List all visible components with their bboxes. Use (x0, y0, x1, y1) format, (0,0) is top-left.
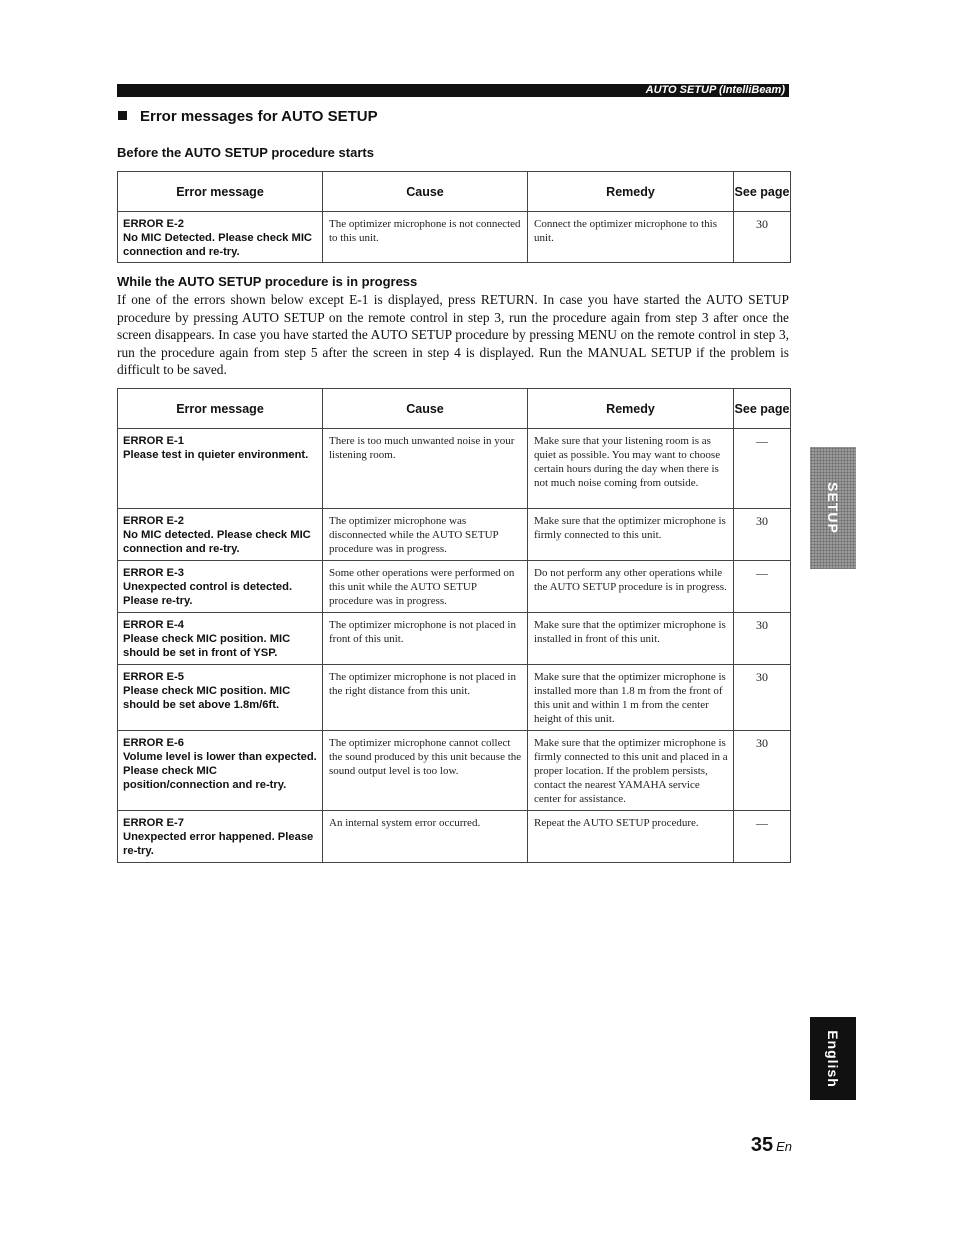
side-tab-english (810, 1017, 856, 1100)
during-error-table (117, 388, 791, 863)
error-text: Unexpected control is detected. Please re-try. (123, 581, 293, 607)
col-header-remedy: Remedy (528, 389, 734, 429)
cause-cell: The optimizer microphone is not placed in the right distance from this unit. (323, 665, 528, 731)
page-cell: — (734, 561, 791, 613)
cause-cell: The optimizer microphone was disconnected while the AUTO SETUP procedure was in progress. (323, 509, 528, 561)
page-cell: 30 (734, 613, 791, 665)
remedy-cell: Make sure that the optimizer microphone is installed more than 1.8 m from the front of this unit and within 1 m from the center height of this unit. (528, 665, 734, 731)
cause-cell: The optimizer microphone is not placed in front of this unit. (323, 613, 528, 665)
before-heading: Before the AUTO SETUP procedure starts (117, 145, 374, 160)
page-cell: 30 (734, 665, 791, 731)
error-text: Please check MIC position. MIC should be set in front of YSP. (123, 633, 291, 659)
error-code: ERROR E-1 (123, 435, 184, 447)
remedy-cell: Do not perform any other operations while the AUTO SETUP procedure is in progress. (528, 561, 734, 613)
table-row (118, 212, 791, 263)
error-text: Please test in quieter environment. (123, 449, 309, 461)
error-message-cell (118, 509, 323, 561)
error-message-cell (118, 811, 323, 863)
col-header-page: See page (734, 172, 791, 212)
side-tab-setup-label: SETUP (825, 482, 841, 534)
cause-cell: The optimizer microphone is not connected to this unit. (323, 212, 528, 263)
before-error-table (117, 171, 791, 263)
col-header-remedy: Remedy (528, 172, 734, 212)
table-row (118, 811, 791, 863)
col-header-message: Error message (118, 389, 323, 429)
error-code: ERROR E-6 (123, 737, 184, 749)
error-code: ERROR E-4 (123, 619, 184, 631)
table-header-row (118, 172, 791, 212)
error-message-cell (118, 561, 323, 613)
remedy-cell: Connect the optimizer microphone to this unit. (528, 212, 734, 263)
page-number-value: 35 (750, 1134, 774, 1156)
header-title: AUTO SETUP (IntelliBeam) (645, 84, 785, 96)
table-row (118, 665, 791, 731)
error-text: No MIC Detected. Please check MIC connection and re-try. (123, 232, 313, 258)
table-row (118, 429, 791, 509)
cause-cell: There is too much unwanted noise in your listening room. (323, 429, 528, 509)
error-text: Volume level is lower than expected. Please check MIC position/connection and re-try. (123, 751, 317, 791)
page-cell: — (734, 811, 791, 863)
col-header-cause: Cause (323, 172, 528, 212)
error-message-cell (118, 429, 323, 509)
col-header-cause: Cause (323, 389, 528, 429)
error-code: ERROR E-2 (123, 515, 184, 527)
error-message-cell (118, 212, 323, 263)
remedy-cell: Repeat the AUTO SETUP procedure. (528, 811, 734, 863)
error-code: ERROR E-7 (123, 817, 184, 829)
remedy-cell: Make sure that the optimizer microphone is firmly connected to this unit and placed in a proper location. If the problem persists, contact the nearest YAMAHA service center for assistance. (528, 731, 734, 811)
header-bar (117, 84, 789, 97)
table-row (118, 731, 791, 811)
remedy-cell: Make sure that your listening room is as quiet as possible. You may want to choose certain hours during the day when there is not much noise coming from outside. (528, 429, 734, 509)
table-row (118, 613, 791, 665)
page-number (751, 1134, 792, 1157)
page-cell: 30 (734, 731, 791, 811)
error-text: Please check MIC position. MIC should be set above 1.8m/6ft. (123, 685, 291, 711)
remedy-cell: Make sure that the optimizer microphone is installed in front of this unit. (528, 613, 734, 665)
error-message-cell (118, 731, 323, 811)
section-title (118, 108, 378, 125)
error-message-cell (118, 665, 323, 731)
section-title-text: Error messages for AUTO SETUP (140, 108, 378, 125)
cause-cell: An internal system error occurred. (323, 811, 528, 863)
col-header-message: Error message (118, 172, 323, 212)
page-cell: — (734, 429, 791, 509)
during-heading: While the AUTO SETUP procedure is in progress (117, 274, 418, 289)
remedy-cell: Make sure that the optimizer microphone is firmly connected to this unit. (528, 509, 734, 561)
table-header-row (118, 389, 791, 429)
col-header-page: See page (734, 389, 791, 429)
page-cell: 30 (734, 212, 791, 263)
error-message-cell (118, 613, 323, 665)
side-tab-setup (810, 447, 856, 569)
error-code: ERROR E-2 (123, 218, 184, 230)
page-language: En (776, 1139, 792, 1154)
side-tab-english-label: English (825, 1029, 841, 1088)
error-code: ERROR E-5 (123, 671, 184, 683)
cause-cell: The optimizer microphone cannot collect the sound produced by this unit because the sound output level is too low. (323, 731, 528, 811)
table-row (118, 561, 791, 613)
bullet-square-icon (118, 111, 127, 120)
table-row (118, 509, 791, 561)
page-cell: 30 (734, 509, 791, 561)
error-text: Unexpected error happened. Please re-try. (123, 831, 314, 857)
error-code: ERROR E-3 (123, 567, 184, 579)
intro-paragraph: If one of the errors shown below except E-1 is displayed, press RETURN. In case you have started the AUTO SETUP procedure by pressing AUTO SETUP on the remote control in step 3, run the procedure again from step 3 after once the screen disappears. In case you have started the AUTO SETUP procedure by pressing MENU on the remote control in step 3, run the procedure again from step 5 after the screen in step 4 is displayed. Run the MANUAL SETUP if the problem is difficult to be saved. (117, 292, 789, 377)
cause-cell: Some other operations were performed on this unit while the AUTO SETUP procedure was in progress. (323, 561, 528, 613)
error-text: No MIC detected. Please check MIC connection and re-try. (123, 529, 311, 555)
